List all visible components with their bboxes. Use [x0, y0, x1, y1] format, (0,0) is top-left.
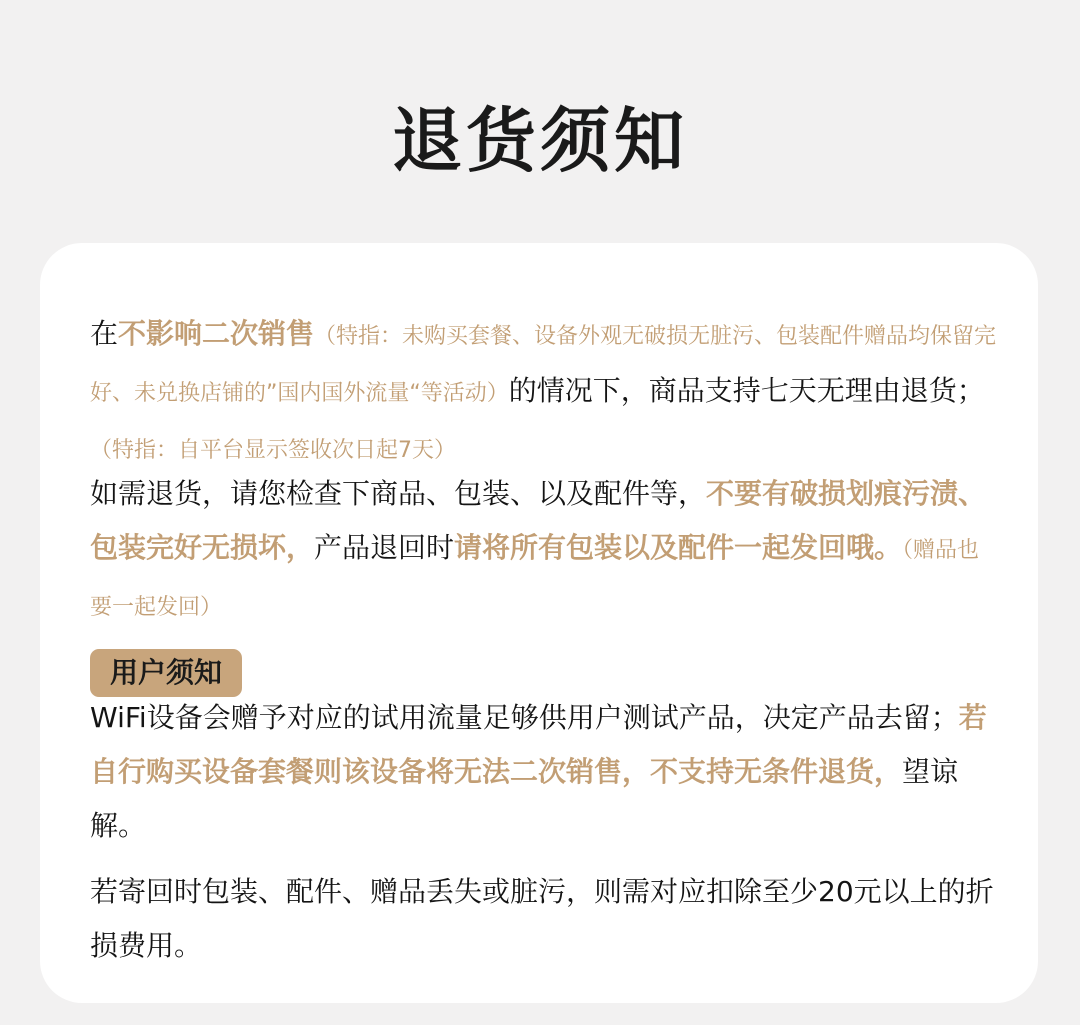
seven-day-note: （特指：自平台显示签收次日起7天） — [90, 438, 456, 463]
return-check-prefix: 如需退货，请您检查下商品、包装、以及配件等， — [90, 477, 707, 510]
return-condition-prefix: 在 — [90, 317, 119, 350]
user-notice-paragraph — [90, 691, 1000, 853]
send-all-accessories-highlight: 请将所有包装以及配件一起发回哦。 — [454, 531, 903, 564]
no-resale-impact-highlight: 不影响二次销售 — [118, 317, 315, 350]
return-check-middle: 产品退回时 — [314, 531, 455, 564]
return-condition-paragraph — [90, 307, 1000, 478]
user-notice-badge: 用户须知 — [90, 649, 242, 697]
user-notice-suffix: 望谅解。 — [90, 755, 959, 842]
resale-condition-note: （特指：未购买套餐、设备外观无破损无脏污、包装配件赠品均保留完好、未兑换店铺的”国内国外流量“等活动） — [90, 324, 997, 406]
page-title: 退货须知 — [392, 100, 688, 182]
return-check-paragraph — [90, 467, 1000, 635]
gift-return-note: （赠品也要一起发回） — [90, 538, 980, 620]
seven-day-return-text: 的情况下，商品支持七天无理由退货； — [508, 374, 985, 407]
no-unconditional-return-highlight: 若自行购买设备套餐则该设备将无法二次销售，不支持无条件退货， — [90, 701, 987, 788]
no-damage-highlight: 不要有破损划痕污渍、包装完好无损坏， — [90, 477, 987, 564]
return-policy-card — [40, 243, 1038, 1003]
damage-fee-paragraph: 若寄回时包装、配件、赠品丢失或脏污，则需对应扣除至少20元以上的折损费用。 — [90, 875, 994, 962]
user-notice-prefix: WiFi设备会赠予对应的试用流量足够供用户测试产品，决定产品去留； — [90, 701, 959, 734]
